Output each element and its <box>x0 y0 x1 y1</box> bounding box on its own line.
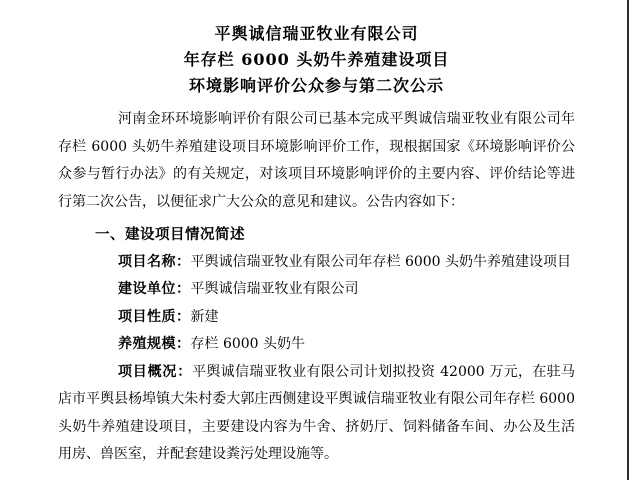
field-project-overview-value: 平舆诚信瑞亚牧业有限公司计划拟投资 42000 万元，在驻马店市平舆县杨埠镇大朱村委大郭庄西侧建设平舆诚信瑞亚牧业有限公司年存栏 6000 头奶牛养殖建设项目，主要建设内容为牛舍、挤奶厅、饲料储备车间、办公及生活用房、兽医室，并配套建设粪污处理设施等。 <box>58 363 575 462</box>
field-project-nature-label: 项目性质： <box>118 308 191 325</box>
document-content <box>58 0 575 469</box>
field-project-overview <box>58 359 575 469</box>
doc-title-line-2: 年存栏 6000 头奶牛养殖建设项目 <box>183 50 450 69</box>
field-construction-unit-label: 建设单位： <box>118 281 191 297</box>
field-breeding-scale-label: 养殖规模： <box>118 336 191 352</box>
intro-paragraph: 河南金环环境影响评价有限公司已基本完成平舆诚信瑞亚牧业有限公司年存栏 6000 头奶牛养殖建设项目环境影响评价工作，现根据国家《环境影响评价公众参与暂行办法》的有关规定，对该项目环境影响评价的主要内容、评价结论等进行第二次公告，以便征求广大公众的意见和建议。公告内容如下： <box>58 111 575 210</box>
field-breeding-scale-value: 存栏 6000 头奶牛 <box>190 336 306 352</box>
doc-title-line-1: 平舆诚信瑞亚牧业有限公司 <box>214 24 419 43</box>
field-construction-unit-value: 平舆诚信瑞亚牧业有限公司 <box>190 281 359 297</box>
doc-title-line-3: 环境影响评价公众参与第二次公示 <box>188 76 444 95</box>
page-right-border-line <box>627 0 629 480</box>
field-project-nature <box>58 304 575 332</box>
field-project-name-label: 项目名称： <box>118 253 191 270</box>
field-breeding-scale <box>58 331 575 359</box>
section-heading: 一、建设项目情况简述 <box>95 226 245 243</box>
field-project-name-value: 平舆诚信瑞亚牧业有限公司年存栏 6000 头奶牛养殖建设项目 <box>190 253 572 270</box>
field-project-nature-value: 新建 <box>190 308 219 325</box>
field-construction-unit <box>58 276 575 304</box>
field-project-name <box>58 249 575 277</box>
field-project-overview-label: 项目概况： <box>118 363 193 380</box>
